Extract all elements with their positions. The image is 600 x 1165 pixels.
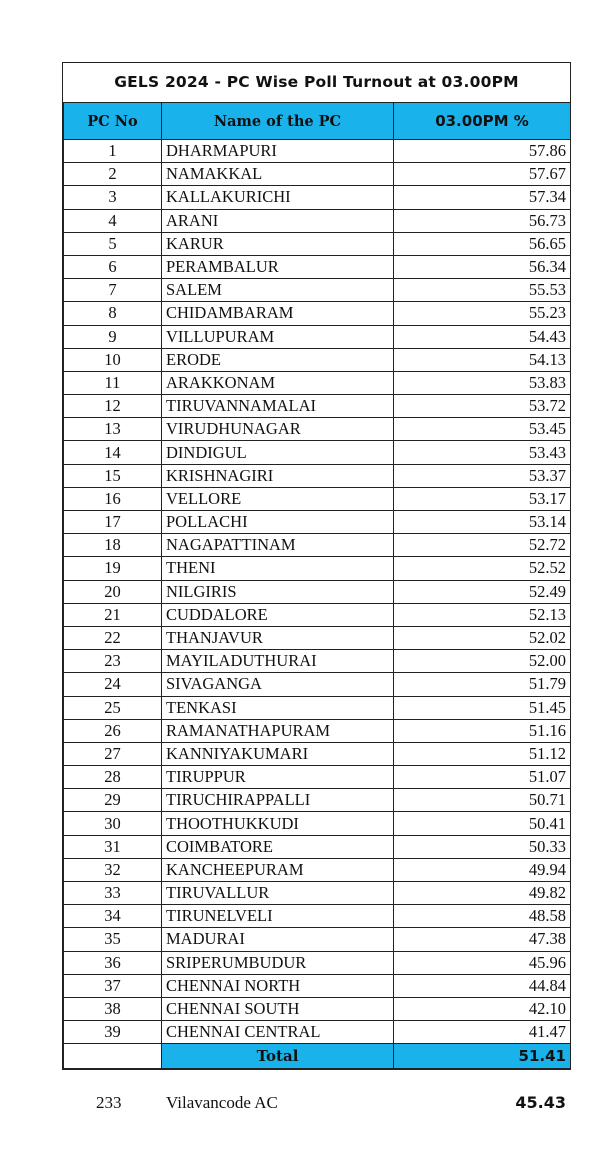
pc-number-cell: 23 [64,650,162,673]
pc-name-cell: ARANI [162,209,394,232]
pc-number-cell: 10 [64,348,162,371]
turnout-value-cell: 50.71 [394,789,571,812]
pc-number-cell: 39 [64,1021,162,1044]
pc-number-cell: 24 [64,673,162,696]
header-row [64,103,571,140]
table-row [64,325,571,348]
pc-name-cell: POLLACHI [162,511,394,534]
turnout-value-cell: 53.45 [394,418,571,441]
pc-name-cell: KARUR [162,232,394,255]
pc-number-cell: 30 [64,812,162,835]
pc-number-cell: 19 [64,557,162,580]
pc-number-cell: 8 [64,302,162,325]
pc-number-cell: 3 [64,186,162,209]
pc-number-cell: 37 [64,974,162,997]
pc-number-cell: 35 [64,928,162,951]
table-row [64,209,571,232]
pc-number-cell: 27 [64,742,162,765]
pc-number-cell: 1 [64,140,162,163]
table-row [64,279,571,302]
table-row [64,974,571,997]
table-row [64,603,571,626]
table-row [64,557,571,580]
table-row [64,789,571,812]
table-row [64,348,571,371]
table-row [64,928,571,951]
pc-name-cell: TIRUVALLUR [162,882,394,905]
pc-number-cell: 12 [64,395,162,418]
table-row [64,650,571,673]
turnout-value-cell: 49.82 [394,882,571,905]
table-row [64,464,571,487]
pc-number-cell: 32 [64,858,162,881]
turnout-value-cell: 52.52 [394,557,571,580]
pc-name-cell: COIMBATORE [162,835,394,858]
pc-name-cell: CHENNAI NORTH [162,974,394,997]
turnout-value-cell: 57.67 [394,163,571,186]
table-row [64,882,571,905]
turnout-value-cell: 53.17 [394,487,571,510]
turnout-value-cell: 55.53 [394,279,571,302]
turnout-value-cell: 53.72 [394,395,571,418]
pc-number-cell: 26 [64,719,162,742]
table-row [64,626,571,649]
header-pc-no: PC No [64,103,162,140]
turnout-table [63,103,571,1069]
total-label: Total [162,1044,394,1069]
turnout-value-cell: 44.84 [394,974,571,997]
turnout-value-cell: 51.16 [394,719,571,742]
turnout-value-cell: 51.79 [394,673,571,696]
pc-number-cell: 29 [64,789,162,812]
turnout-value-cell: 53.37 [394,464,571,487]
total-value: 51.41 [394,1044,571,1069]
turnout-value-cell: 52.00 [394,650,571,673]
turnout-value-cell: 54.43 [394,325,571,348]
turnout-value-cell: 50.33 [394,835,571,858]
table-row [64,766,571,789]
turnout-value-cell: 53.14 [394,511,571,534]
table-row [64,534,571,557]
turnout-value-cell: 48.58 [394,905,571,928]
pc-name-cell: VELLORE [162,487,394,510]
table-row [64,835,571,858]
pc-name-cell: THOOTHUKKUDI [162,812,394,835]
pc-number-cell: 4 [64,209,162,232]
pc-name-cell: CUDDALORE [162,603,394,626]
table-row [64,255,571,278]
pc-name-cell: SALEM [162,279,394,302]
pc-number-cell: 7 [64,279,162,302]
table-row [64,302,571,325]
turnout-value-cell: 53.83 [394,371,571,394]
turnout-value-cell: 47.38 [394,928,571,951]
pc-name-cell: KANNIYAKUMARI [162,742,394,765]
turnout-value-cell: 56.73 [394,209,571,232]
pc-name-cell: DHARMAPURI [162,140,394,163]
pc-name-cell: TIRUNELVELI [162,905,394,928]
pc-name-cell: VIRUDHUNAGAR [162,418,394,441]
pc-number-cell: 31 [64,835,162,858]
table-row [64,858,571,881]
turnout-value-cell: 55.23 [394,302,571,325]
pc-name-cell: NAGAPATTINAM [162,534,394,557]
pc-number-cell: 33 [64,882,162,905]
table-row [64,696,571,719]
pc-number-cell: 21 [64,603,162,626]
pc-name-cell: ERODE [162,348,394,371]
pc-number-cell: 22 [64,626,162,649]
table-title: GELS 2024 - PC Wise Poll Turnout at 03.00PM [63,63,570,103]
pc-name-cell: CHENNAI SOUTH [162,997,394,1020]
pc-name-cell: TIRUCHIRAPPALLI [162,789,394,812]
header-turnout-pct: 03.00PM % [394,103,571,140]
table-row [64,997,571,1020]
pc-name-cell: THENI [162,557,394,580]
pc-number-cell: 38 [64,997,162,1020]
table-row [64,580,571,603]
pc-name-cell: TENKASI [162,696,394,719]
pc-name-cell: KALLAKURICHI [162,186,394,209]
pc-name-cell: DINDIGUL [162,441,394,464]
pc-name-cell: SRIPERUMBUDUR [162,951,394,974]
table-row [64,905,571,928]
table-row [64,719,571,742]
table-row [64,812,571,835]
table-row [64,371,571,394]
table-row [64,186,571,209]
pc-number-cell: 14 [64,441,162,464]
table-row [64,232,571,255]
turnout-value-cell: 53.43 [394,441,571,464]
turnout-value-cell: 57.86 [394,140,571,163]
pc-name-cell: VILLUPURAM [162,325,394,348]
table-row [64,511,571,534]
turnout-value-cell: 45.96 [394,951,571,974]
turnout-value-cell: 51.45 [394,696,571,719]
table-row [64,487,571,510]
pc-number-cell: 9 [64,325,162,348]
pc-number-cell: 15 [64,464,162,487]
pc-name-cell: MADURAI [162,928,394,951]
table-row [64,951,571,974]
pc-number-cell: 11 [64,371,162,394]
pc-name-cell: TIRUPPUR [162,766,394,789]
turnout-value-cell: 51.07 [394,766,571,789]
turnout-value-cell: 52.13 [394,603,571,626]
turnout-value-cell: 41.47 [394,1021,571,1044]
turnout-value-cell: 52.72 [394,534,571,557]
total-row [64,1044,571,1069]
pc-number-cell: 17 [64,511,162,534]
pc-name-cell: RAMANATHAPURAM [162,719,394,742]
turnout-value-cell: 52.49 [394,580,571,603]
pc-name-cell: TIRUVANNAMALAI [162,395,394,418]
pc-name-cell: CHENNAI CENTRAL [162,1021,394,1044]
pc-name-cell: NILGIRIS [162,580,394,603]
table-row [64,673,571,696]
table-row [64,418,571,441]
pc-number-cell: 13 [64,418,162,441]
table-row [64,742,571,765]
table-row [64,1021,571,1044]
table-row [64,395,571,418]
pc-name-cell: KRISHNAGIRI [162,464,394,487]
pc-number-cell: 34 [64,905,162,928]
pc-name-cell: SIVAGANGA [162,673,394,696]
turnout-value-cell: 50.41 [394,812,571,835]
footer-ac-value: 45.43 [515,1093,566,1112]
pc-name-cell: KANCHEEPURAM [162,858,394,881]
pc-number-cell: 16 [64,487,162,510]
pc-number-cell: 2 [64,163,162,186]
turnout-value-cell: 57.34 [394,186,571,209]
pc-name-cell: NAMAKKAL [162,163,394,186]
turnout-value-cell: 51.12 [394,742,571,765]
table-row [64,441,571,464]
footer-ac-number: 233 [96,1093,122,1112]
turnout-value-cell: 54.13 [394,348,571,371]
table-body [64,140,571,1069]
table-row [64,163,571,186]
pc-number-cell: 18 [64,534,162,557]
turnout-value-cell: 56.65 [394,232,571,255]
pc-number-cell: 6 [64,255,162,278]
total-blank-cell [64,1044,162,1069]
table-row [64,140,571,163]
pc-number-cell: 5 [64,232,162,255]
pc-number-cell: 36 [64,951,162,974]
turnout-value-cell: 52.02 [394,626,571,649]
pc-number-cell: 20 [64,580,162,603]
pc-name-cell: MAYILADUTHURAI [162,650,394,673]
pc-name-cell: THANJAVUR [162,626,394,649]
turnout-value-cell: 42.10 [394,997,571,1020]
turnout-value-cell: 56.34 [394,255,571,278]
turnout-value-cell: 49.94 [394,858,571,881]
footer-note [0,1093,600,1119]
pc-name-cell: ARAKKONAM [162,371,394,394]
header-pc-name: Name of the PC [162,103,394,140]
turnout-table-container [62,62,571,1070]
pc-number-cell: 25 [64,696,162,719]
pc-name-cell: PERAMBALUR [162,255,394,278]
pc-name-cell: CHIDAMBARAM [162,302,394,325]
footer-ac-name: Vilavancode AC [166,1093,278,1112]
pc-number-cell: 28 [64,766,162,789]
